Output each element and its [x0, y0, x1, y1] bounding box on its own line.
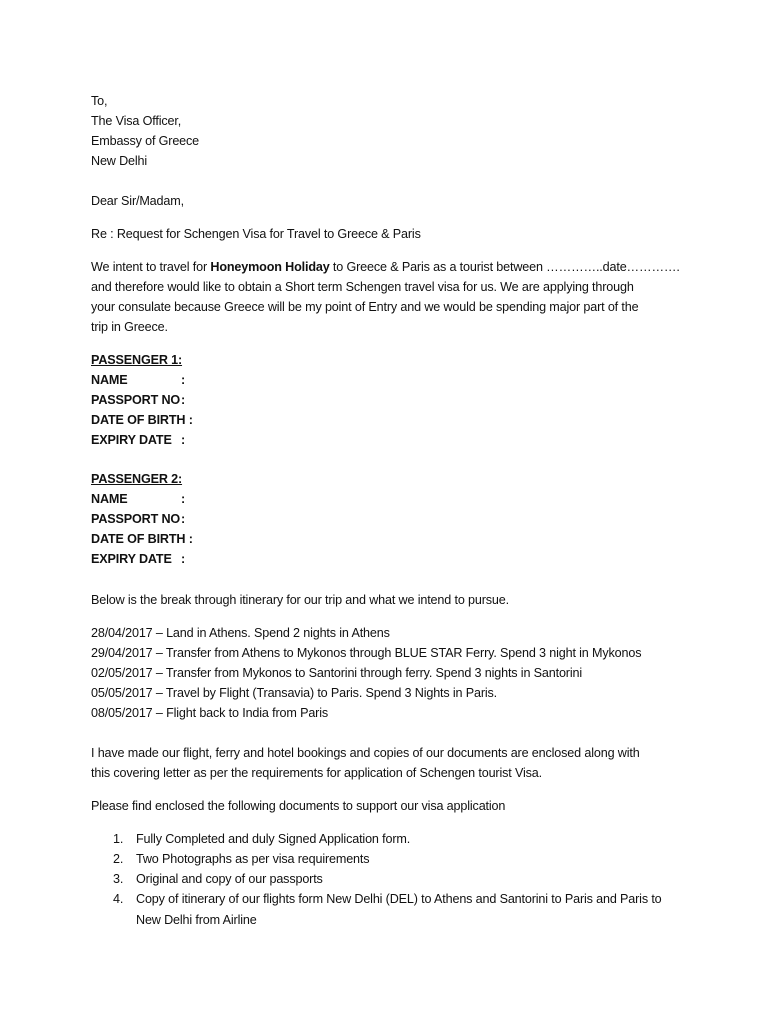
passenger-2-heading: PASSENGER 2:	[91, 472, 183, 486]
passenger-1-expiry-field	[91, 432, 185, 448]
intro-text-a: We intent to travel for	[91, 260, 211, 274]
document-number: 3.	[113, 872, 124, 886]
intro-text-c: to Greece & Paris as a tourist between …………..date………….	[329, 260, 680, 274]
field-label: EXPIRY DATE	[91, 433, 172, 447]
document-item: Two Photographs as per visa requirements	[136, 852, 370, 866]
field-colon: :	[181, 373, 186, 387]
passenger-2-dob-field	[91, 531, 193, 547]
field-label: NAME	[91, 492, 128, 506]
field-colon: :	[181, 512, 186, 526]
field-colon: :	[181, 492, 186, 506]
field-label: DATE OF BIRTH	[91, 413, 186, 427]
document-item: Original and copy of our passports	[136, 872, 323, 886]
itinerary-item: 28/04/2017 – Land in Athens. Spend 2 nights in Athens	[91, 626, 390, 640]
field-colon: :	[181, 393, 186, 407]
itinerary-item: 08/05/2017 – Flight back to India from Paris	[91, 706, 329, 720]
field-label: PASSPORT NO	[91, 512, 181, 526]
address-line-embassy: Embassy of Greece	[91, 134, 200, 148]
document-item: Copy of itinerary of our flights form New Delhi (DEL) to Athens and Santorini to Paris and Paris to	[136, 892, 662, 906]
intro-line-2: and therefore would like to obtain a Short term Schengen travel visa for us. We are applying through	[91, 280, 634, 294]
intro-line-3: your consulate because Greece will be my point of Entry and we would be spending major part of the	[91, 300, 639, 314]
passenger-1-passport-field	[91, 392, 185, 408]
documents-intro: Please find enclosed the following documents to support our visa application	[91, 799, 506, 813]
passenger-2-name-field	[91, 491, 185, 507]
bookings-line-1: I have made our flight, ferry and hotel bookings and copies of our documents are enclosed along with	[91, 746, 640, 760]
address-line-city: New Delhi	[91, 154, 148, 168]
field-colon: :	[181, 433, 186, 447]
document-number: 1.	[113, 832, 124, 846]
field-colon: :	[181, 552, 186, 566]
document-item-continuation: New Delhi from Airline	[136, 913, 257, 927]
passenger-1-heading: PASSENGER 1:	[91, 353, 183, 367]
field-label: DATE OF BIRTH	[91, 532, 186, 546]
itinerary-item: 05/05/2017 – Travel by Flight (Transavia) to Paris. Spend 3 Nights in Paris.	[91, 686, 498, 700]
field-label: EXPIRY DATE	[91, 552, 172, 566]
field-colon: :	[188, 532, 193, 546]
passenger-2-expiry-field	[91, 551, 185, 567]
address-line-officer: The Visa Officer,	[91, 114, 182, 128]
subject-line: Re : Request for Schengen Visa for Travel to Greece & Paris	[91, 227, 421, 241]
field-label: PASSPORT NO	[91, 393, 181, 407]
address-to: To,	[91, 94, 108, 108]
field-colon: :	[188, 413, 193, 427]
salutation: Dear Sir/Madam,	[91, 194, 184, 208]
passenger-2-passport-field	[91, 511, 185, 527]
passenger-1-dob-field	[91, 412, 193, 428]
document-number: 2.	[113, 852, 124, 866]
bookings-line-2: this covering letter as per the requirements for application of Schengen tourist Visa.	[91, 766, 542, 780]
itinerary-item: 02/05/2017 – Transfer from Mykonos to Santorini through ferry. Spend 3 nights in Santorini	[91, 666, 582, 680]
document-number: 4.	[113, 892, 124, 906]
field-label: NAME	[91, 373, 128, 387]
document-item: Fully Completed and duly Signed Application form.	[136, 832, 411, 846]
intro-line-1	[91, 259, 680, 275]
itinerary-intro: Below is the break through itinerary for our trip and what we intend to pursue.	[91, 593, 509, 607]
passenger-1-name-field	[91, 372, 185, 388]
intro-emphasis: Honeymoon Holiday	[210, 260, 330, 274]
itinerary-item: 29/04/2017 – Transfer from Athens to Mykonos through BLUE STAR Ferry. Spend 3 night in Mykonos	[91, 646, 642, 660]
intro-line-4: trip in Greece.	[91, 320, 168, 334]
